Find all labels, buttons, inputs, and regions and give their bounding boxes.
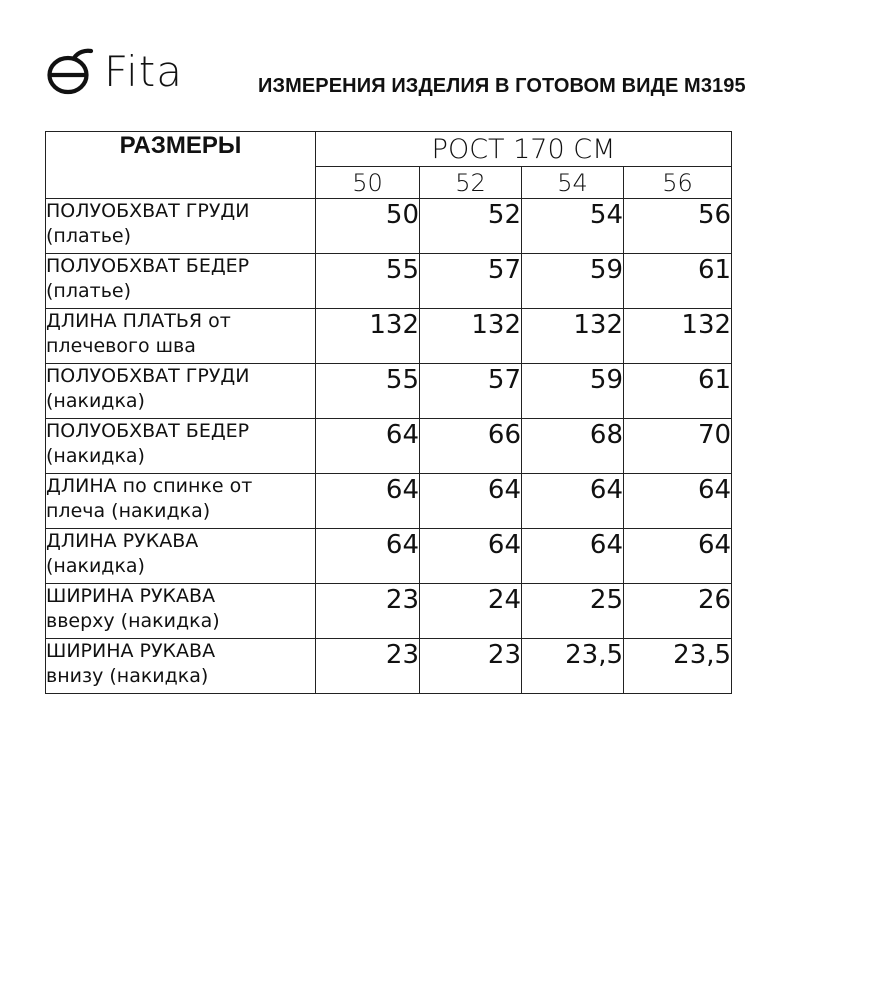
measurement-label bbox=[46, 309, 316, 364]
measurement-value: 25 bbox=[522, 584, 624, 639]
brand-wordmark: Fita bbox=[104, 47, 183, 96]
measurement-value: 23 bbox=[316, 639, 420, 694]
measurement-value: 64 bbox=[522, 474, 624, 529]
label-line: внизу (накидка) bbox=[46, 665, 209, 687]
measurement-value: 64 bbox=[624, 529, 732, 584]
height-header: РОСТ 170 СМ bbox=[316, 132, 732, 167]
measurement-value: 24 bbox=[420, 584, 522, 639]
measurement-label bbox=[46, 584, 316, 639]
measurement-value: 132 bbox=[420, 309, 522, 364]
measurement-value: 52 bbox=[420, 199, 522, 254]
table-row bbox=[46, 199, 732, 254]
measurement-value: 132 bbox=[624, 309, 732, 364]
table-row bbox=[46, 419, 732, 474]
document-title: ИЗМЕРЕНИЯ ИЗДЕЛИЯ В ГОТОВОМ ВИДЕ М3195 bbox=[258, 75, 746, 97]
measurement-value: 54 bbox=[522, 199, 624, 254]
measurement-value: 64 bbox=[420, 529, 522, 584]
table-row bbox=[46, 584, 732, 639]
table-row bbox=[46, 364, 732, 419]
measurement-value: 23 bbox=[420, 639, 522, 694]
measurement-value: 57 bbox=[420, 364, 522, 419]
measurement-value: 66 bbox=[420, 419, 522, 474]
measurement-label bbox=[46, 639, 316, 694]
measurement-value: 23,5 bbox=[522, 639, 624, 694]
label-line: плеча (накидка) bbox=[46, 500, 211, 522]
size-column-header: 52 bbox=[420, 167, 522, 199]
table-row bbox=[46, 254, 732, 309]
measurement-label bbox=[46, 474, 316, 529]
measurement-value: 64 bbox=[624, 474, 732, 529]
label-line: ДЛИНА РУКАВА bbox=[46, 530, 199, 552]
label-line: ПОЛУОБХВАТ ГРУДИ bbox=[46, 365, 250, 387]
measurement-label bbox=[46, 254, 316, 309]
size-column-header: 50 bbox=[316, 167, 420, 199]
label-line: (платье) bbox=[46, 225, 131, 247]
label-line: (платье) bbox=[46, 280, 131, 302]
label-line: (накидка) bbox=[46, 390, 145, 412]
table-row bbox=[46, 639, 732, 694]
measurement-value: 50 bbox=[316, 199, 420, 254]
table-row bbox=[46, 309, 732, 364]
measurement-value: 57 bbox=[420, 254, 522, 309]
measurement-value: 61 bbox=[624, 364, 732, 419]
measurement-value: 55 bbox=[316, 364, 420, 419]
measurement-label bbox=[46, 364, 316, 419]
measurement-value: 68 bbox=[522, 419, 624, 474]
size-column-header: 54 bbox=[522, 167, 624, 199]
sizes-header: РАЗМЕРЫ bbox=[46, 132, 316, 199]
measurement-value: 64 bbox=[316, 529, 420, 584]
measurements-table bbox=[45, 131, 732, 694]
label-line: (накидка) bbox=[46, 555, 145, 577]
measurement-value: 23,5 bbox=[624, 639, 732, 694]
measurement-value: 55 bbox=[316, 254, 420, 309]
label-line: ПОЛУОБХВАТ БЕДЕР bbox=[46, 255, 250, 277]
label-line: (накидка) bbox=[46, 445, 145, 467]
measurement-value: 64 bbox=[522, 529, 624, 584]
table-row bbox=[46, 529, 732, 584]
measurement-value: 70 bbox=[624, 419, 732, 474]
measurement-value: 59 bbox=[522, 254, 624, 309]
measurement-value: 132 bbox=[316, 309, 420, 364]
measurement-value: 23 bbox=[316, 584, 420, 639]
label-line: ДЛИНА по спинке от bbox=[46, 475, 253, 497]
measurement-value: 64 bbox=[316, 474, 420, 529]
label-line: ДЛИНА ПЛАТЬЯ от bbox=[46, 310, 231, 332]
measurement-label bbox=[46, 199, 316, 254]
size-column-header: 56 bbox=[624, 167, 732, 199]
measurement-label bbox=[46, 529, 316, 584]
label-line: плечевого шва bbox=[46, 335, 196, 357]
measurement-value: 61 bbox=[624, 254, 732, 309]
fita-logo-icon bbox=[44, 47, 96, 97]
table-row bbox=[46, 474, 732, 529]
measurement-value: 26 bbox=[624, 584, 732, 639]
label-line: ПОЛУОБХВАТ БЕДЕР bbox=[46, 420, 250, 442]
measurement-label bbox=[46, 419, 316, 474]
measurement-value: 56 bbox=[624, 199, 732, 254]
measurement-value: 132 bbox=[522, 309, 624, 364]
label-line: ШИРИНА РУКАВА bbox=[46, 640, 216, 662]
label-line: ШИРИНА РУКАВА bbox=[46, 585, 216, 607]
measurement-value: 59 bbox=[522, 364, 624, 419]
brand-logo bbox=[44, 44, 183, 100]
measurement-value: 64 bbox=[420, 474, 522, 529]
measurement-value: 64 bbox=[316, 419, 420, 474]
label-line: вверху (накидка) bbox=[46, 610, 220, 632]
label-line: ПОЛУОБХВАТ ГРУДИ bbox=[46, 200, 250, 222]
